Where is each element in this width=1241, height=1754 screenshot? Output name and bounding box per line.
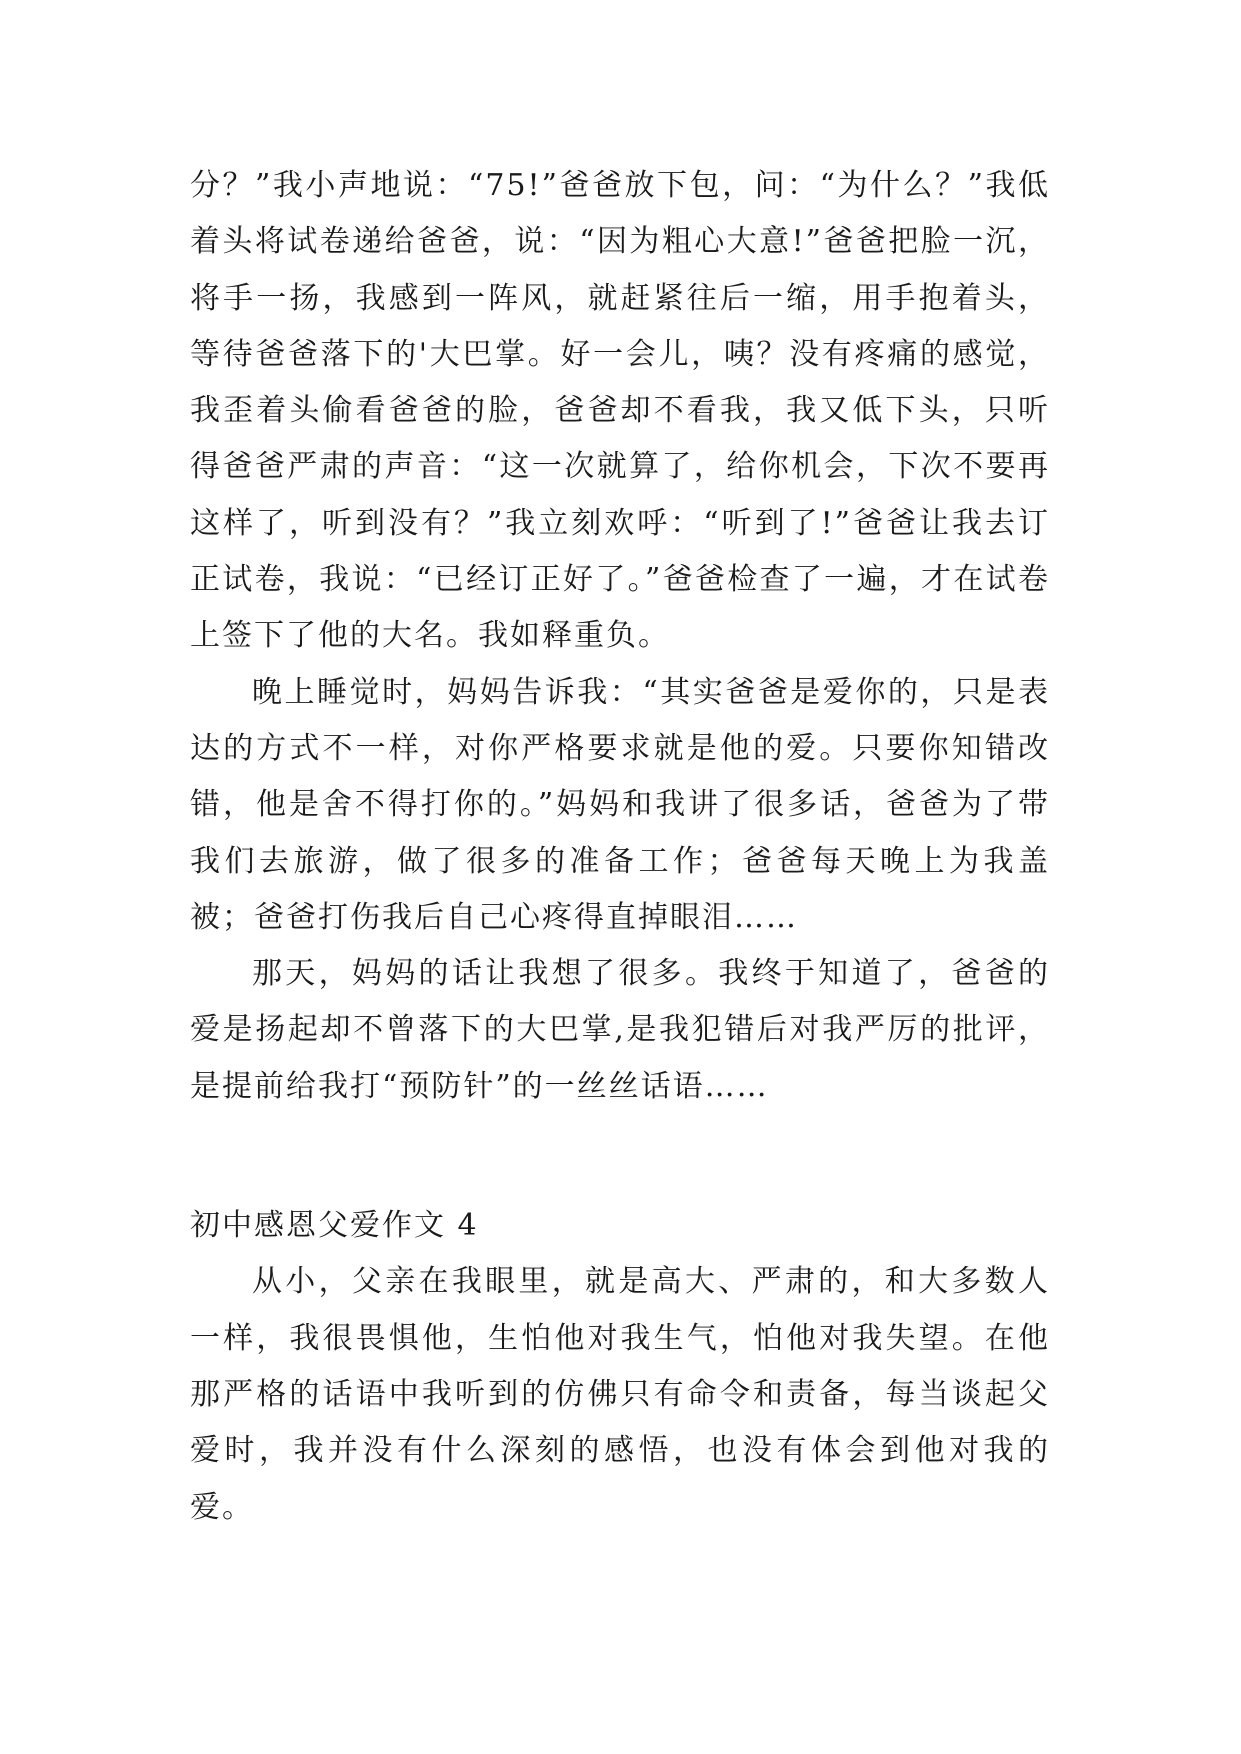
- paragraph: 晚上睡觉时，妈妈告诉我：“其实爸爸是爱你的，只是表达的方式不一样，对你严格要求就是他的爱。只要你知错改错，他是舍不得打你的。”妈妈和我讲了很多话，爸爸为了带我们去旅游，做了很多的准备工作；爸爸每天晚上为我盖被；爸爸打伤我后自己心疼得直掉眼泪……: [190, 674, 1050, 935]
- section-title: 初中感恩父爱作文 4: [190, 1208, 479, 1244]
- paragraph: 那天，妈妈的话让我想了很多。我终于知道了，爸爸的爱是扬起却不曾落下的大巴掌,是我犯错后对我严厉的批评，是提前给我打“预防针”的一丝丝话语……: [190, 956, 1050, 1104]
- document-body: [190, 158, 1050, 1536]
- paragraph-continued: 分？”我小声地说：“75!”爸爸放下包，问：“为什么？”我低着头将试卷递给爸爸，说：“因为粗心大意!”爸爸把脸一沉，将手一扬，我感到一阵风，就赶紧往后一缩，用手抱着头，等待爸爸落下的'大巴掌。好一会儿，咦？没有疼痛的感觉，我歪着头偷看爸爸的脸，爸爸却不看我，我又低下头，只听得爸爸严肃的声音：“这一次就算了，给你机会，下次不要再这样了，听到没有？”我立刻欢呼：“听到了!”爸爸让我去订正试卷，我说：“已经订正好了。”爸爸检查了一遍，才在试卷上签下了他的大名。我如释重负。: [190, 168, 1050, 654]
- paragraph: 从小，父亲在我眼里，就是高大、严肃的，和大多数人一样，我很畏惧他，生怕他对我生气，怕他对我失望。在他那严格的话语中我听到的仿佛只有命令和责备，每当谈起父爱时，我并没有什么深刻的感悟，也没有体会到他对我的爱。: [190, 1264, 1050, 1525]
